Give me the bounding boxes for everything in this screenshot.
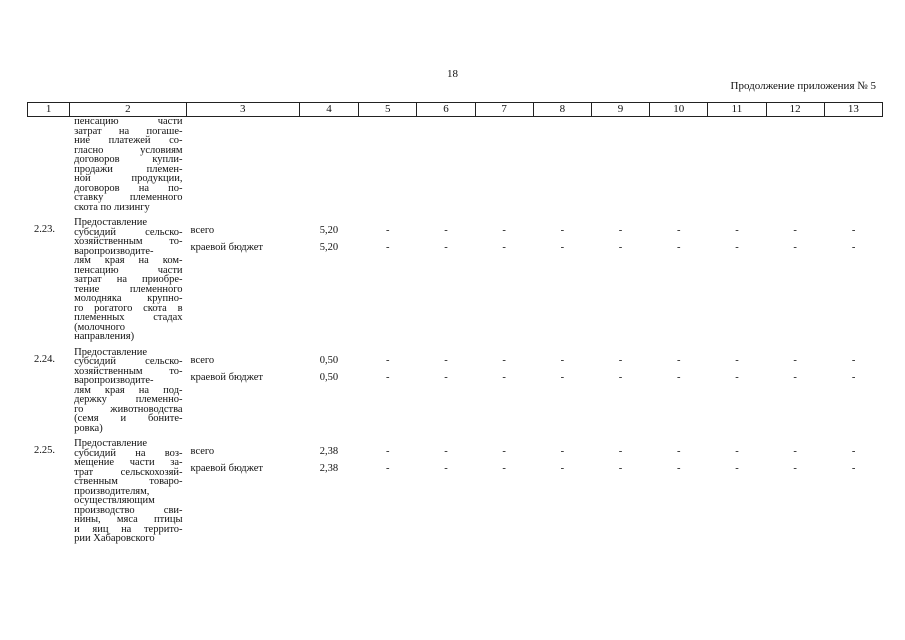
empty-amount-dash: - (444, 242, 448, 253)
year-amount-col-12 (766, 218, 824, 348)
description-line: пенсацию части (74, 264, 183, 276)
empty-amount-dash: - (851, 354, 856, 366)
description-line: молодняка крупно- (74, 293, 183, 304)
empty-amount-dash: - (560, 446, 565, 457)
empty-amount-dash: - (560, 225, 565, 236)
budget-source-label: всего (190, 446, 215, 457)
column-header-1: 1 (28, 103, 70, 117)
year-amount-col-6 (417, 348, 475, 440)
description-line: Предоставление (74, 217, 148, 228)
year-amount-col-9 (591, 117, 649, 219)
empty-amount-dash: - (793, 225, 797, 236)
amount-total (299, 348, 358, 440)
year-amount-col-11 (708, 348, 766, 440)
year-amount-col-9 (591, 439, 649, 550)
year-amount-col-10 (650, 218, 708, 348)
description-line: го рогатого скота в (74, 302, 183, 314)
year-amount-col-8 (533, 117, 591, 219)
description-line: го животноводства (74, 403, 183, 415)
row-number: 2.23. (34, 224, 55, 235)
description-line: хозяйственным то- (74, 236, 183, 247)
description-line: ной продукции, (74, 173, 183, 184)
description-line: тение племенного (74, 283, 183, 295)
year-amount-col-5 (359, 348, 417, 440)
year-amount-col-10 (650, 348, 708, 440)
year-amount-col-13 (824, 439, 882, 550)
description-line: племенных стадах (74, 312, 183, 323)
empty-amount-dash: - (793, 463, 797, 474)
year-amount-col-13 (824, 117, 882, 219)
description-line: затрат на приобре- (74, 274, 183, 285)
budget-source (186, 218, 299, 348)
empty-amount-dash: - (618, 242, 623, 253)
amount-total (299, 439, 358, 550)
description-line: договоров купли- (74, 154, 183, 165)
year-amount-col-9 (591, 348, 649, 440)
empty-amount-dash: - (560, 242, 565, 253)
description-line: (молочного (74, 321, 126, 333)
description-line: договоров на по- (74, 182, 183, 194)
empty-amount-dash: - (385, 463, 390, 474)
row-description (70, 117, 186, 219)
year-amount-col-12 (766, 439, 824, 550)
amount-value: 0,50 (319, 371, 339, 383)
year-amount-col-5 (359, 218, 417, 348)
description-line: субсидий на воз- (74, 447, 183, 459)
budget-source (186, 348, 299, 440)
empty-amount-dash: - (560, 371, 565, 383)
amount-value: 2,38 (319, 446, 339, 457)
empty-amount-dash: - (677, 354, 681, 366)
appendix-continuation-label: Продолжение приложения № 5 (730, 80, 876, 92)
year-amount-col-11 (708, 218, 766, 348)
description-line: скота по лизингу (74, 201, 150, 213)
description-line: Предоставление (74, 346, 148, 358)
empty-amount-dash: - (444, 446, 448, 457)
empty-amount-dash: - (677, 371, 681, 383)
header-row (28, 103, 883, 117)
empty-amount-dash: - (735, 354, 739, 366)
description-line: варопроизводите- (74, 375, 154, 386)
empty-amount-dash: - (677, 446, 681, 457)
budget-source-label: краевой бюджет (190, 242, 263, 253)
empty-amount-dash: - (560, 463, 565, 474)
table-row (28, 117, 883, 219)
description-line: субсидий сельско- (74, 356, 183, 367)
year-amount-col-11 (708, 439, 766, 550)
budget-source-label: краевой бюджет (190, 463, 263, 474)
empty-amount-dash: - (385, 371, 390, 383)
empty-amount-dash: - (735, 463, 739, 474)
row-number (28, 117, 70, 219)
budget-source-label: всего (190, 225, 215, 236)
budget-table (27, 102, 883, 550)
year-amount-col-10 (650, 117, 708, 219)
description-line: нины, мяса птицы (74, 514, 183, 525)
empty-amount-dash: - (618, 354, 623, 366)
year-amount-col-11 (708, 117, 766, 219)
year-amount-col-10 (650, 439, 708, 550)
column-header-3: 3 (186, 103, 299, 117)
amount-value: 5,20 (319, 225, 339, 236)
empty-amount-dash: - (444, 354, 448, 366)
year-amount-col-7 (475, 348, 533, 440)
description-line: рии Хабаровского (74, 533, 155, 544)
budget-source-label: всего (190, 354, 215, 366)
year-amount-col-5 (359, 439, 417, 550)
table-row (28, 218, 883, 348)
empty-amount-dash: - (502, 225, 506, 236)
column-header-4: 4 (299, 103, 358, 117)
description-line: лям края на ком- (74, 255, 183, 266)
description-line: гласно условиям (74, 144, 183, 156)
year-amount-col-7 (475, 117, 533, 219)
empty-amount-dash: - (502, 446, 506, 457)
empty-amount-dash: - (735, 371, 739, 383)
row-number: 2.25. (34, 445, 55, 456)
description-line: ставку племенного (74, 192, 183, 203)
empty-amount-dash: - (502, 463, 506, 474)
amount-total (299, 117, 358, 219)
empty-amount-dash: - (502, 354, 506, 366)
description-line: производство сви- (74, 504, 183, 516)
empty-amount-dash: - (385, 354, 390, 366)
row-description (70, 439, 186, 550)
empty-amount-dash: - (560, 354, 565, 366)
description-line: варопроизводите- (74, 245, 154, 257)
empty-amount-dash: - (618, 371, 623, 383)
empty-amount-dash: - (618, 446, 623, 457)
empty-amount-dash: - (385, 225, 390, 236)
description-line: ние платежей со- (74, 135, 183, 146)
column-header-6: 6 (417, 103, 475, 117)
empty-amount-dash: - (502, 371, 506, 383)
empty-amount-dash: - (793, 446, 797, 457)
column-header-7: 7 (475, 103, 533, 117)
description-line: трат сельскохозяй- (74, 466, 183, 478)
description-line: ственным товаро- (74, 476, 183, 487)
year-amount-col-6 (417, 439, 475, 550)
empty-amount-dash: - (851, 463, 856, 474)
description-line: хозяйственным то- (74, 365, 183, 377)
column-header-12: 12 (766, 103, 824, 117)
empty-amount-dash: - (793, 354, 797, 366)
empty-amount-dash: - (618, 225, 623, 236)
year-amount-col-7 (475, 218, 533, 348)
empty-amount-dash: - (677, 225, 681, 236)
year-amount-col-12 (766, 348, 824, 440)
empty-amount-dash: - (385, 446, 390, 457)
empty-amount-dash: - (851, 446, 856, 457)
description-line: ровка) (74, 422, 103, 434)
amount-value: 0,50 (319, 354, 339, 366)
description-line: продажи племен- (74, 163, 183, 175)
empty-amount-dash: - (793, 242, 797, 253)
budget-source (186, 439, 299, 550)
year-amount-col-6 (417, 117, 475, 219)
description-line: осуществляющим (74, 495, 155, 506)
row-number: 2.24. (34, 353, 55, 365)
year-amount-col-7 (475, 439, 533, 550)
empty-amount-dash: - (444, 225, 448, 236)
column-header-11: 11 (708, 103, 766, 117)
year-amount-col-8 (533, 439, 591, 550)
year-amount-col-5 (359, 117, 417, 219)
column-header-2: 2 (70, 103, 186, 117)
year-amount-col-9 (591, 218, 649, 348)
row-description (70, 218, 186, 348)
description-line: производителям, (74, 485, 150, 497)
column-header-8: 8 (533, 103, 591, 117)
year-amount-col-6 (417, 218, 475, 348)
description-line: пенсацию части (74, 116, 183, 127)
description-line: мещение части за- (74, 457, 183, 468)
empty-amount-dash: - (851, 225, 856, 236)
year-amount-col-8 (533, 348, 591, 440)
description-line: и яиц на террито- (74, 523, 183, 535)
year-amount-col-8 (533, 218, 591, 348)
table-row (28, 439, 883, 550)
description-line: субсидий сельско- (74, 226, 183, 238)
empty-amount-dash: - (851, 242, 856, 253)
table-row (28, 348, 883, 440)
empty-amount-dash: - (618, 463, 623, 474)
empty-amount-dash: - (444, 463, 448, 474)
page-number: 18 (447, 68, 458, 80)
empty-amount-dash: - (385, 242, 390, 253)
year-amount-col-13 (824, 348, 882, 440)
empty-amount-dash: - (735, 446, 739, 457)
empty-amount-dash: - (444, 371, 448, 383)
amount-value: 2,38 (319, 463, 339, 474)
row-description (70, 348, 186, 440)
empty-amount-dash: - (677, 242, 681, 253)
description-line: лям края на под- (74, 384, 183, 396)
description-line: Предоставление (74, 438, 148, 449)
description-line: (семя и боните- (74, 413, 183, 424)
empty-amount-dash: - (851, 371, 856, 383)
empty-amount-dash: - (502, 242, 506, 253)
budget-source-label: краевой бюджет (190, 371, 263, 383)
year-amount-col-13 (824, 218, 882, 348)
column-header-5: 5 (359, 103, 417, 117)
amount-value: 5,20 (319, 242, 339, 253)
column-header-13: 13 (824, 103, 882, 117)
table-body (28, 117, 883, 550)
budget-source (186, 117, 299, 219)
column-header-10: 10 (650, 103, 708, 117)
description-line: затрат на погаше- (74, 125, 183, 137)
empty-amount-dash: - (735, 242, 739, 253)
empty-amount-dash: - (677, 463, 681, 474)
description-line: направления) (74, 331, 135, 342)
description-line: держку племенно- (74, 394, 183, 405)
empty-amount-dash: - (793, 371, 797, 383)
empty-amount-dash: - (735, 225, 739, 236)
amount-total (299, 218, 358, 348)
year-amount-col-12 (766, 117, 824, 219)
column-header-9: 9 (591, 103, 649, 117)
